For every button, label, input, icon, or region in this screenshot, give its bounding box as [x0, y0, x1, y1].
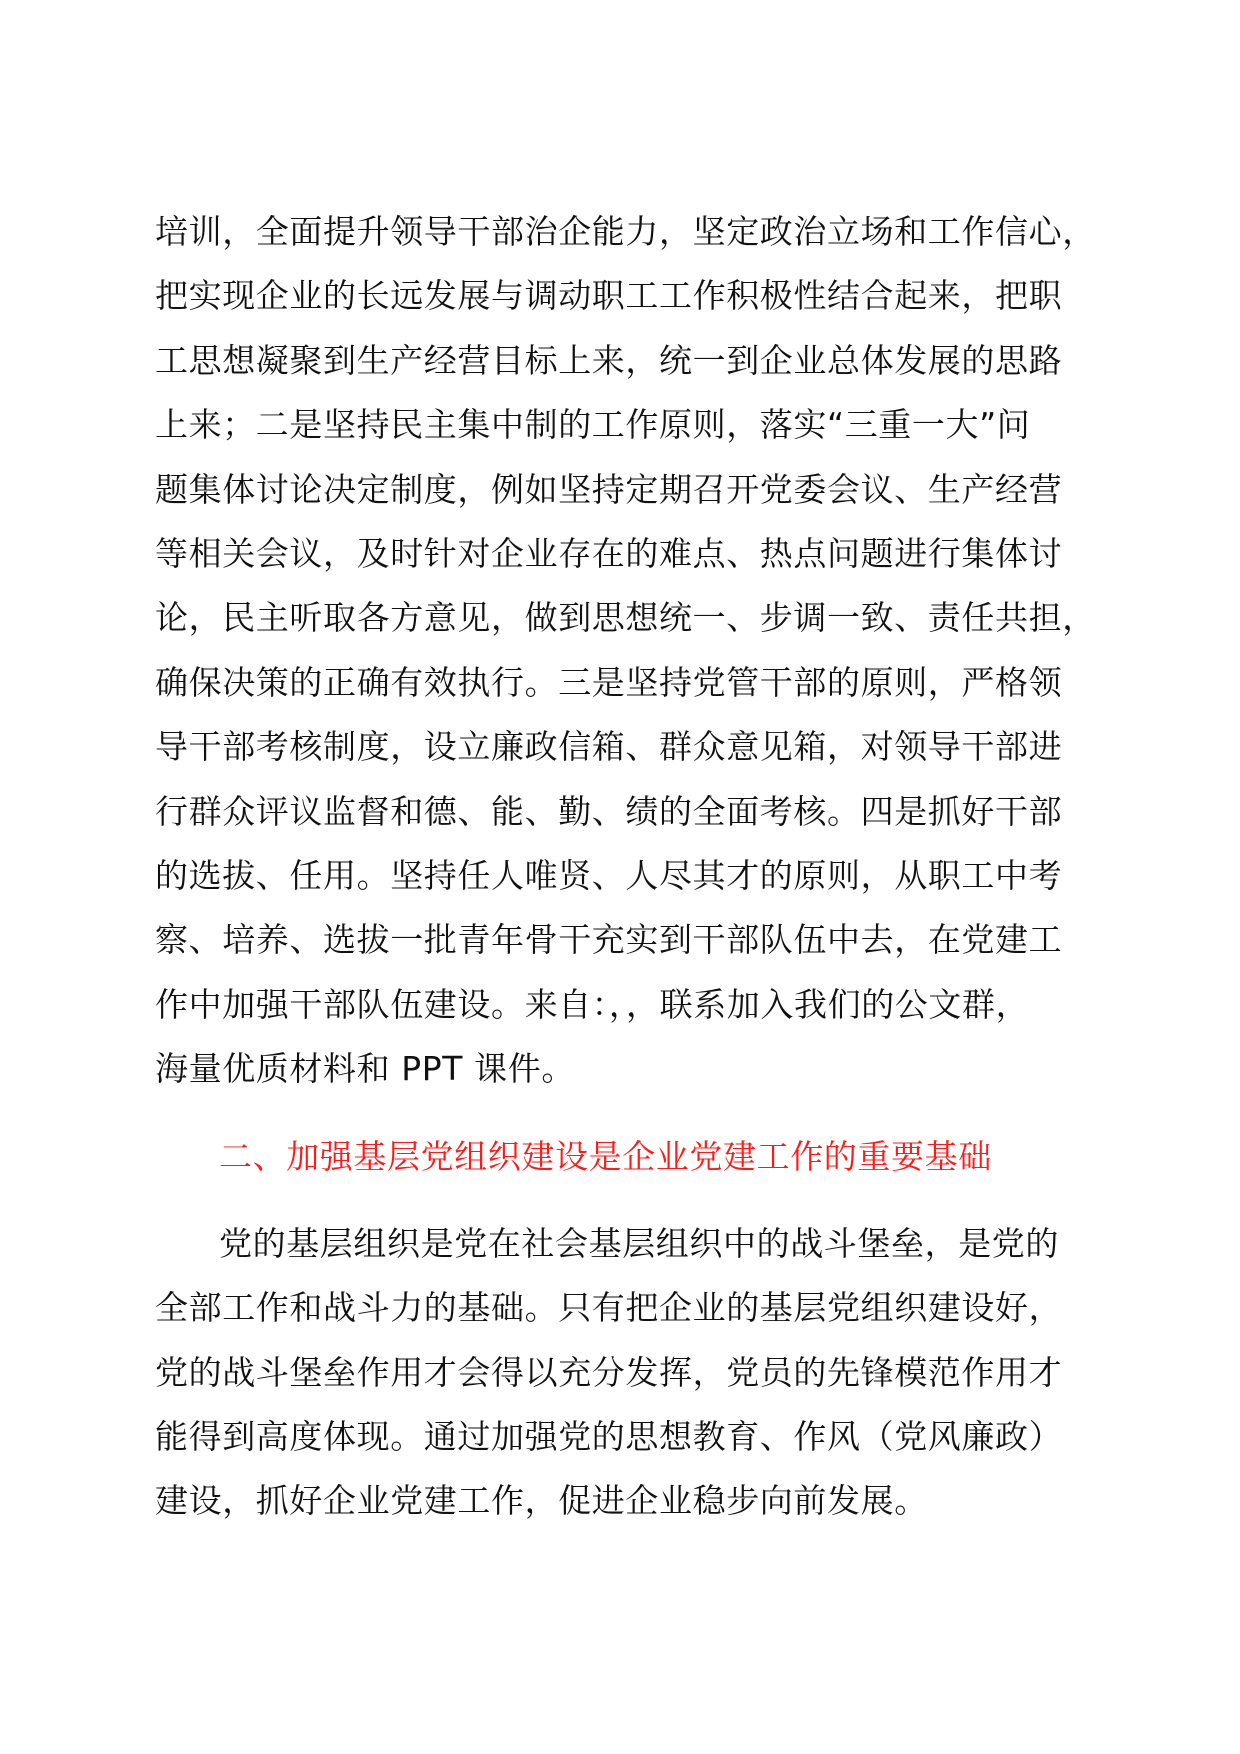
document-page [155, 200, 1115, 1534]
paragraph-line: 等相关会议，及时针对企业存在的难点、热点问题进行集体讨 [155, 533, 1063, 573]
paragraph-grassroots-organization [155, 1212, 1115, 1534]
paragraph-line: 导干部考核制度，设立廉政信箱、群众意见箱，对领导干部进 [155, 727, 1063, 767]
paragraph-line: 行群众评议监督和德、能、勤、绩的全面考核。四是抓好干部 [155, 791, 1063, 831]
paragraph-party-cadres [155, 200, 1115, 1101]
paragraph-line: 培训，全面提升领导干部治企能力，坚定政治立场和工作信心， [155, 212, 1096, 251]
paragraph-line: 把实现企业的长远发展与调动职工工作积极性结合起来，把职 [155, 276, 1063, 316]
paragraph-line: 的选拔、任用。坚持任人唯贤、人尽其才的原则，从职工中考 [155, 855, 1063, 895]
paragraph-line: 题集体讨论决定制度，例如坚持定期召开党委会议、生产经营 [155, 469, 1063, 509]
paragraph-line: 察、培养、选拔一批青年骨干充实到干部队伍中去，在党建工 [155, 920, 1063, 960]
paragraph-line: 党的基层组织是党在社会基层组织中的战斗堡垒，是党的 [219, 1223, 1059, 1263]
paragraph-line: 能得到高度体现。通过加强党的思想教育、作风（党风廉政） [155, 1417, 1063, 1457]
paragraph-line: 作中加强干部队伍建设。来自：，，联系加入我们的公文群， [155, 984, 1030, 1024]
paragraph-line: 确保决策的正确有效执行。三是坚持党管干部的原则，严格领 [155, 662, 1063, 702]
paragraph-line: 建设，抓好企业党建工作，促进企业稳步向前发展。 [155, 1481, 928, 1521]
paragraph-line: 上来；二是坚持民主集中制的工作原则，落实“三重一大”问 [155, 405, 1031, 445]
paragraph-line: 论，民主听取各方意见，做到思想统一、步调一致、责任共担， [155, 598, 1096, 638]
section-heading: 二、加强基层党组织建设是企业党建工作的重要基础 [219, 1137, 992, 1177]
paragraph-line: 全部工作和战斗力的基础。只有把企业的基层党组织建设好， [155, 1288, 1063, 1328]
paragraph-line: 党的战斗堡垒作用才会得以充分发挥，党员的先锋模范作用才 [155, 1352, 1063, 1392]
paragraph-line: 工思想凝聚到生产经营目标上来，统一到企业总体发展的思路 [155, 340, 1063, 380]
paragraph-line: 海量优质材料和 PPT 课件。 [155, 1049, 575, 1089]
